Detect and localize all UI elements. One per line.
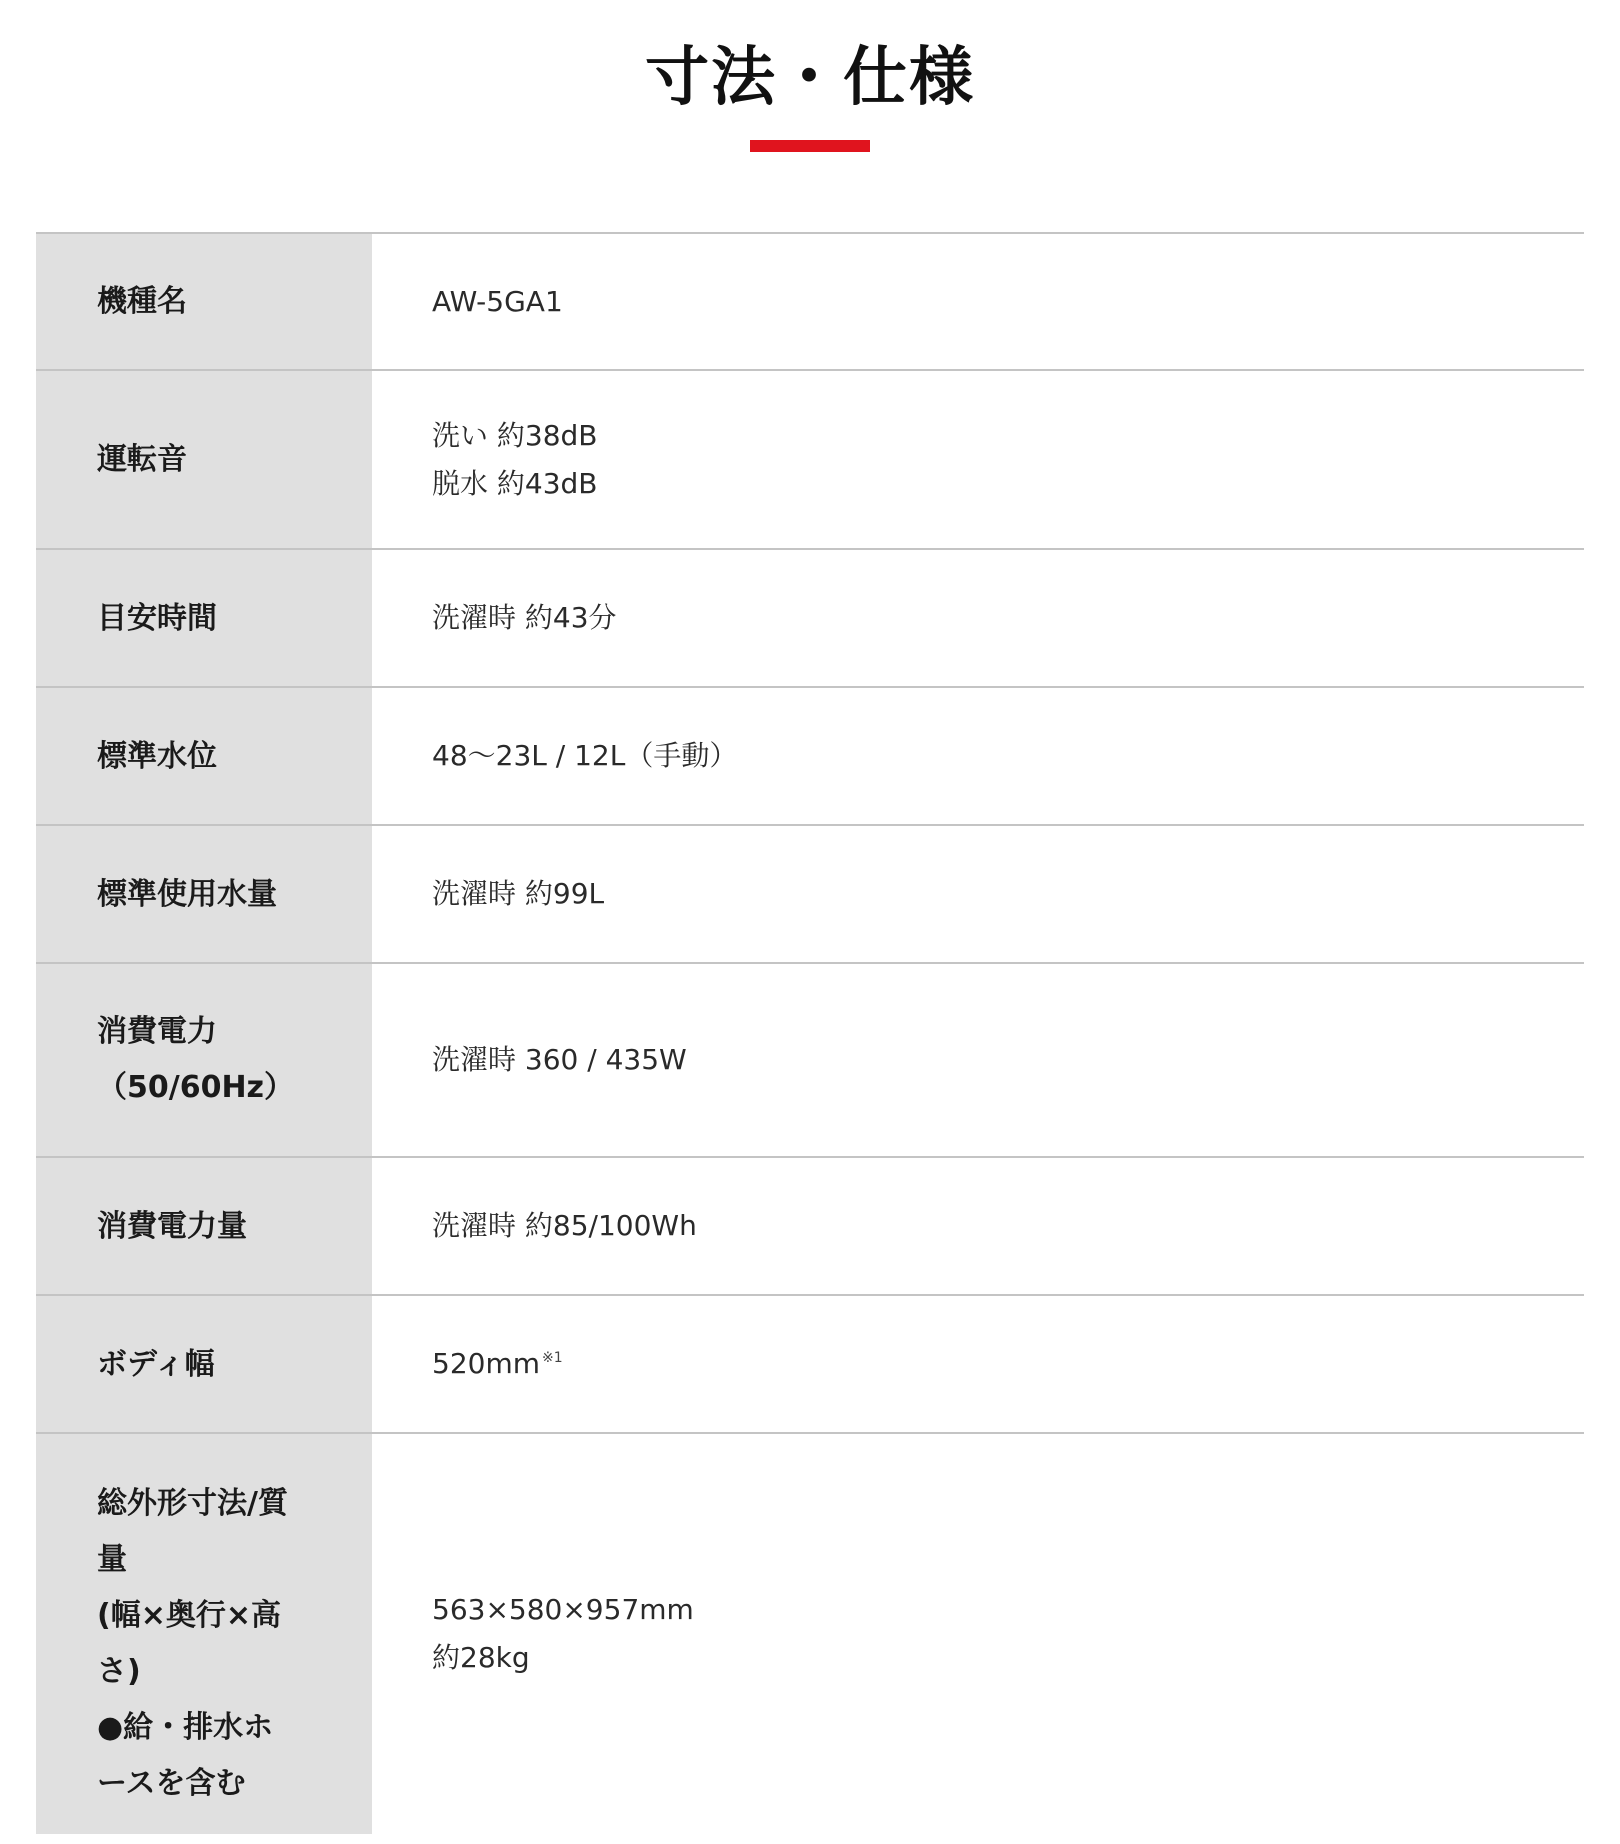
spec-value-cell [372, 1158, 1584, 1294]
spec-value-cell [372, 371, 1584, 548]
spec-value: 洗濯時 360 / 435W [432, 1043, 687, 1076]
spec-row-water-usage [36, 826, 1584, 964]
spec-row-body-width [36, 1296, 1584, 1434]
page-title: 寸法・仕様 [645, 41, 975, 115]
spec-value-cell [372, 1434, 1584, 1834]
spec-row-water-level [36, 688, 1584, 826]
spec-value-cell [372, 826, 1584, 962]
spec-value: 520mm [432, 1347, 540, 1380]
spec-label-cell [36, 1296, 372, 1432]
spec-label-cell [36, 688, 372, 824]
spec-row-noise [36, 371, 1584, 550]
spec-value: 洗濯時 約99L [432, 877, 605, 910]
spec-value-cell [372, 550, 1584, 686]
spec-value-cell [372, 964, 1584, 1156]
spec-label: 標準使用水量 [97, 876, 277, 912]
footnote-marker: ※1 [542, 1350, 563, 1366]
spec-label-cell [36, 1158, 372, 1294]
spec-label: 目安時間 [97, 600, 217, 636]
spec-value-cell [372, 1296, 1584, 1432]
spec-row-model [36, 234, 1584, 371]
spec-value: 洗い 約38dB 脱水 約43dB [432, 418, 598, 500]
spec-value: AW-5GA1 [432, 284, 563, 318]
spec-value: 洗濯時 約85/100Wh [432, 1209, 697, 1242]
spec-row-dimensions [36, 1434, 1584, 1834]
spec-label: 機種名 [97, 284, 187, 319]
spec-label: 総外形寸法/質 量 (幅×奥行×高 さ) ●給・排水ホ ースを含む [97, 1486, 288, 1801]
spec-value: 563×580×957mm 約28kg [432, 1593, 694, 1674]
spec-row-power [36, 964, 1584, 1158]
spec-label: 消費電力量 [97, 1208, 247, 1244]
spec-label: 運転音 [97, 442, 187, 477]
spec-value: 洗濯時 約43分 [432, 601, 617, 634]
spec-label-cell [36, 550, 372, 686]
spec-label: 消費電力 （50/60Hz） [97, 1014, 295, 1105]
spec-label: ボディ幅 [97, 1346, 215, 1382]
spec-label-cell [36, 371, 372, 548]
title-underline [750, 140, 870, 152]
spec-row-energy [36, 1158, 1584, 1296]
spec-label-cell [36, 826, 372, 962]
spec-label: 標準水位 [97, 738, 217, 774]
spec-value-cell [372, 688, 1584, 824]
spec-value-cell [372, 234, 1584, 369]
spec-row-time [36, 550, 1584, 688]
spec-table [36, 232, 1584, 1834]
spec-label-cell [36, 964, 372, 1156]
spec-label-cell [36, 234, 372, 369]
spec-label-cell [36, 1434, 372, 1834]
spec-value: 48～23L / 12L（手動） [432, 739, 738, 772]
